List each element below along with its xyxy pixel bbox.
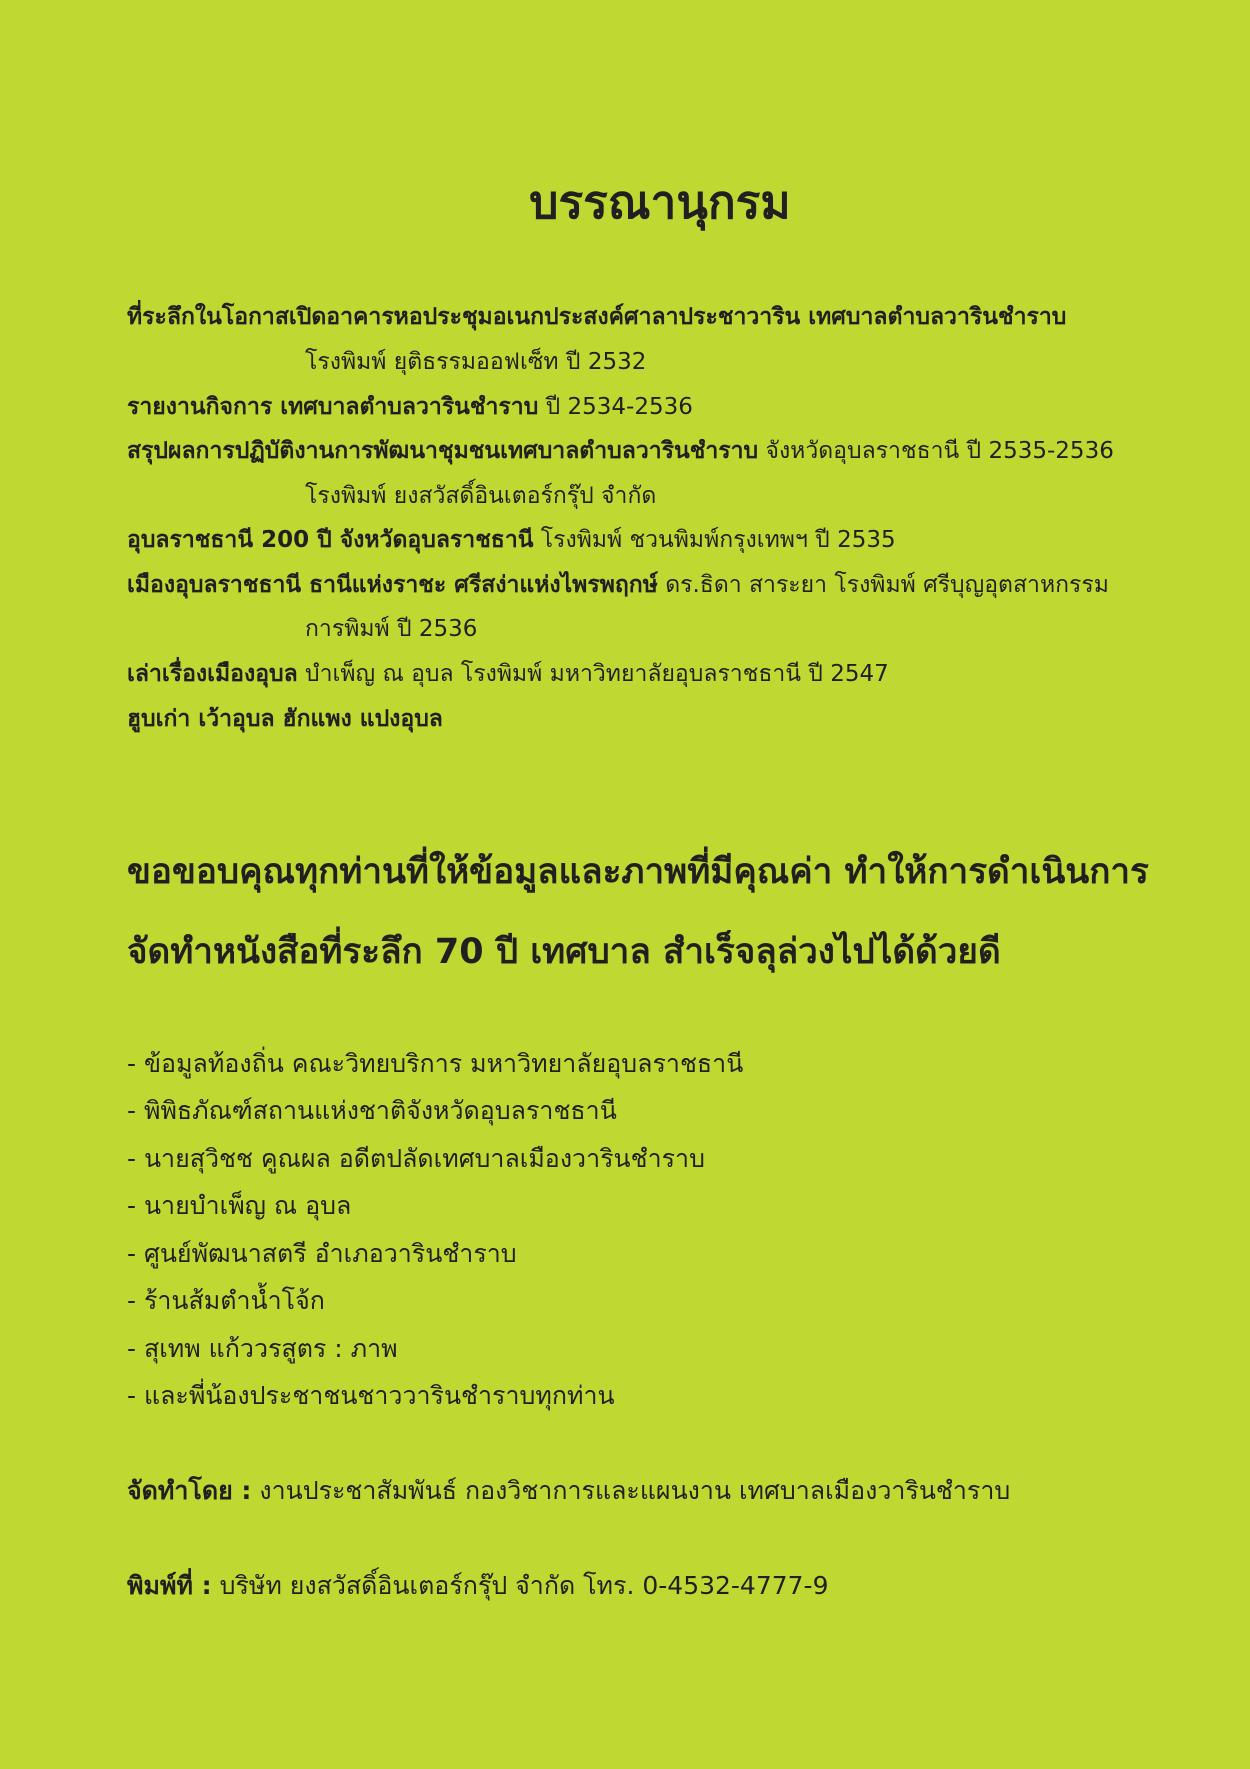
bib-entry-detail: บำเพ็ญ ณ อุบล โรงพิมพ์ มหาวิทยาลัยอุบลราชธานี ปี 2547 [297,661,889,687]
bib-entry-1-continued: โรงพิมพ์ ยุติธรรมออฟเซ็ท ปี 2532 [305,349,647,375]
bib-entry-title: เมืองอุบลราชธานี ธานีแห่งราชะ ศรีสง่าแห่งไพรพฤกษ์ [127,572,658,598]
acknowledgement-item: - นายบำเพ็ญ ณ อุบล [127,1191,352,1220]
bib-entry-title: เล่าเรื่องเมืองอุบล [127,661,298,687]
bib-entry-title: สรุปผลการปฏิบัติงานการพัฒนาชุมชนเทศบาลตำบลวารินชำราบ [127,438,759,464]
bib-entry-5 [127,570,1109,600]
bib-entry-detail: โรงพิมพ์ ชวนพิมพ์กรุงเทพฯ ปี 2535 [533,527,896,553]
bib-entry-title: อุบลราชธานี 200 ปี จังหวัดอุบลราชธานี [127,527,534,553]
produced-by-value: งานประชาสัมพันธ์ กองวิชาการและแผนงาน เทศบาลเมืองวารินชำราบ [251,1476,1011,1505]
produced-by-label: จัดทำโดย : [127,1476,252,1505]
bib-entry-7 [127,704,443,734]
bib-entry-title: ฮูบเก่า เว้าอุบล ฮักแพง แปงอุบล [127,706,443,732]
bib-entry-1 [127,302,1066,332]
thanks-line-2: จัดทำหนังสือที่ระลึก 70 ปี เทศบาล สำเร็จลุล่วงไปได้ด้วยดี [127,932,1001,972]
acknowledgement-item: - ข้อมูลท้องถิ่น คณะวิทยบริการ มหาวิทยาลัยอุบลราชธานี [127,1049,744,1078]
acknowledgement-item: - พิพิธภัณฑ์สถานแห่งชาติจังหวัดอุบลราชธานี [127,1096,617,1125]
bib-entry-detail: ดร.ธิดา สาระยา โรงพิมพ์ ศรีบุญอุตสาหกรรม [657,572,1109,598]
acknowledgement-item: - ศูนย์พัฒนาสตรี อำเภอวารินชำราบ [127,1239,517,1268]
bib-entry-2 [127,392,693,422]
bib-entry-5-continued: การพิมพ์ ปี 2536 [305,616,478,642]
bib-entry-title: รายงานกิจการ เทศบาลตำบลวารินชำราบ [127,394,539,420]
bib-entry-3 [127,436,1114,466]
bib-entry-detail: ปี 2534-2536 [538,394,693,420]
acknowledgement-item: - นายสุวิชช คูณผล อดีตปลัดเทศบาลเมืองวารินชำราบ [127,1144,705,1173]
page-title: บรรณานุกรม [529,175,791,229]
bib-entry-title: ที่ระลึกในโอกาสเปิดอาคารหอประชุมอเนกประสงค์ศาลาประชาวาริน เทศบาลตำบลวารินชำราบ [127,304,1067,330]
printed-at-value: บริษัท ยงสวัสดิ์อินเตอร์กรุ๊ป จำกัด โทร. 0-4532-4777-9 [211,1571,829,1600]
bib-entry-6 [127,659,889,689]
acknowledgement-item: - สุเทพ แก้ววรสูตร : ภาพ [127,1334,398,1363]
bib-entry-detail: จังหวัดอุบลราชธานี ปี 2535-2536 [758,438,1114,464]
printed-at [127,1570,828,1602]
thanks-line-1: ขอขอบคุณทุกท่านที่ให้ข้อมูลและภาพที่มีคุณค่า ทำให้การดำเนินการ [127,852,1149,892]
bib-entry-3-continued: โรงพิมพ์ ยงสวัสดิ์อินเตอร์กรุ๊ป จำกัด [305,483,657,509]
produced-by [127,1475,1010,1507]
acknowledgement-item: - และพี่น้องประชาชนชาววารินชำราบทุกท่าน [127,1381,615,1410]
acknowledgement-item: - ร้านส้มตำน้ำโจ้ก [127,1286,325,1315]
printed-at-label: พิมพ์ที่ : [127,1571,212,1600]
bib-entry-4 [127,525,896,555]
